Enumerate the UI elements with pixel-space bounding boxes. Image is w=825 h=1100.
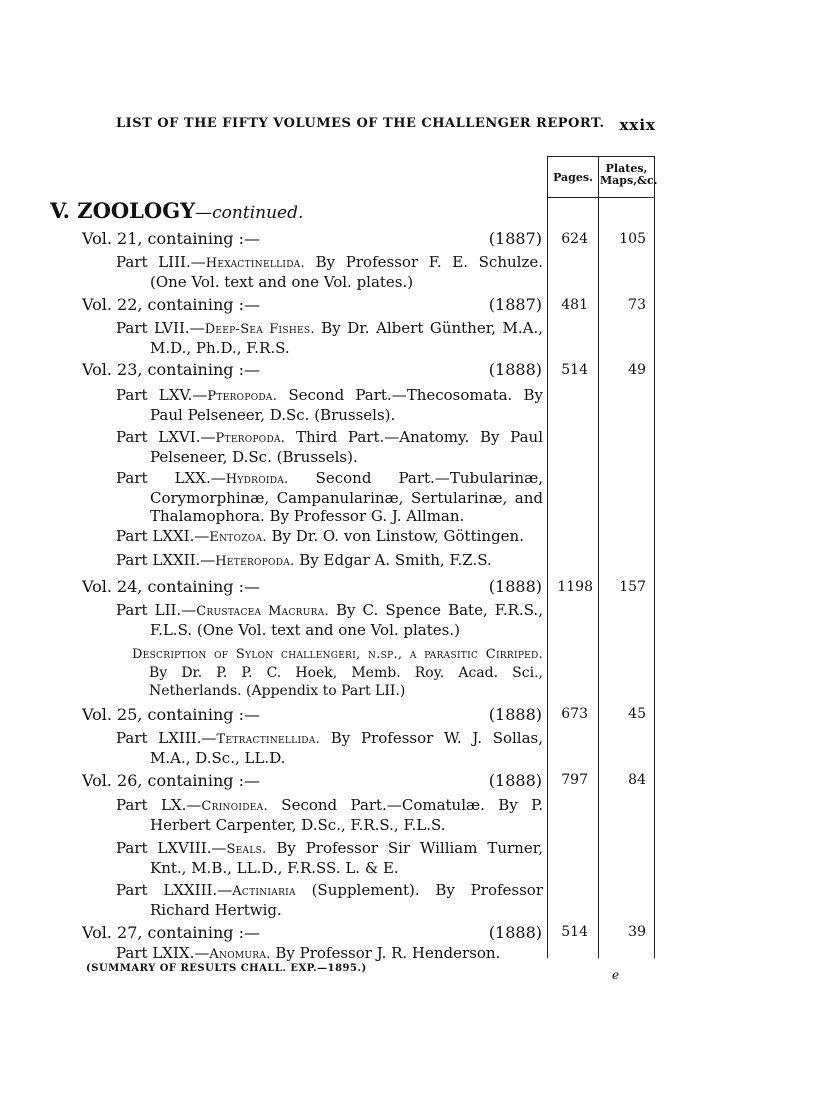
volume-25-plates: 45 — [628, 706, 646, 722]
volume-23-pages: 514 — [561, 362, 588, 378]
part-lii: Part LII.—Crustacea Macrura. By C. Spence Bate, F.R.S., F.L.S. (One Vol. text and one Vol. plates.) — [116, 601, 543, 639]
plates-header-line2: Maps,&c. — [600, 174, 658, 187]
volume-25 — [82, 705, 542, 724]
running-title: LIST OF THE FIFTY VOLUMES OF THE CHALLENGER REPORT. — [116, 116, 605, 131]
volume-24-pages: 1198 — [557, 579, 593, 595]
volume-year: (1887) — [488, 229, 542, 248]
volume-label: Vol. 26, containing :— — [82, 771, 260, 790]
part-lxvi: Part LXVI.—Pteropoda. Third Part.—Anatomy. By Paul Pelseneer, D.Sc. (Brussels). — [116, 428, 544, 466]
volume-22-plates: 73 — [628, 297, 646, 313]
part-lxix: Part LXIX.—Anomura. By Professor J. R. Henderson. — [116, 944, 501, 962]
section-title: ZOOLOGY — [77, 198, 196, 223]
section-numeral: V. — [50, 198, 70, 223]
volume-year: (1888) — [488, 705, 542, 724]
volume-year: (1888) — [488, 360, 542, 379]
part-lxiii: Part LXIII.—Tetractinellida. By Professor W. J. Sollas, M.A., D.Sc., LL.D. — [116, 729, 544, 767]
volume-26-pages: 797 — [561, 772, 588, 788]
volume-22-pages: 481 — [561, 297, 588, 313]
plates-column-header — [600, 162, 658, 187]
volume-26-plates: 84 — [628, 772, 646, 788]
part-lxv: Part LXV.—Pteropoda. Second Part.—Thecosomata. By Paul Pelseneer, D.Sc. (Brussels). — [116, 386, 543, 424]
volume-year: (1888) — [488, 771, 542, 790]
plates-column-right-rule — [654, 156, 655, 958]
volume-label: Vol. 22, containing :— — [82, 295, 260, 314]
plates-header-line1: Plates, — [605, 162, 648, 175]
column-top-rule — [547, 156, 654, 157]
volume-26 — [82, 771, 542, 790]
pages-column-right-rule — [598, 156, 599, 958]
footer-summary: (SUMMARY OF RESULTS CHALL. EXP.—1895.) — [86, 963, 367, 974]
part-lxviii: Part LXVIII.—Seals. By Professor Sir William Turner, Knt., M.B., LL.D., F.R.SS. L. & E. — [116, 839, 543, 877]
part-lxx: Part LXX.—Hydroida. Second Part.—Tubularinæ, Corymorphinæ, Campanularinæ, Sertularinæ, and Thalamophora. By Professor G. J. Allman. — [116, 469, 543, 525]
volume-label: Vol. 21, containing :— — [82, 229, 260, 248]
volume-year: (1888) — [488, 577, 542, 596]
section-heading — [50, 198, 303, 223]
page-number: xxix — [619, 116, 656, 134]
signature-mark: e — [612, 968, 620, 982]
volume-21-plates: 105 — [619, 231, 646, 247]
column-head-rule — [547, 197, 654, 198]
part-lx: Part LX.—Crinoidea. Second Part.—Comatulæ. By P. Herbert Carpenter, D.Sc., F.R.S., F.L.S. — [116, 796, 543, 834]
part-lvii: Part LVII.—Deep-Sea Fishes. By Dr. Albert Günther, M.A., M.D., Ph.D., F.R.S. — [116, 319, 543, 357]
volume-label: Vol. 27, containing :— — [82, 923, 260, 942]
volume-27-plates: 39 — [628, 924, 646, 940]
volume-label: Vol. 25, containing :— — [82, 705, 260, 724]
volume-21 — [82, 229, 542, 248]
part-lxxii: Part LXXII.—Heteropoda. By Edgar A. Smith, F.Z.S. — [116, 551, 492, 569]
part-liii: Part LIII.—Hexactinellida. By Professor F. E. Schulze. (One Vol. text and one Vol. plates.) — [116, 253, 543, 291]
part-lii-appendix: Description of Sylon challengeri, n.sp., a parasitic Cirriped. By Dr. P. P. C. Hoek, Memb. Roy. Acad. Sci., Netherlands. (Appendix to Part LII.) — [132, 647, 543, 699]
volume-23 — [82, 360, 542, 379]
volume-24 — [82, 577, 542, 596]
pages-column-header: Pages. — [553, 171, 593, 184]
volume-25-pages: 673 — [561, 706, 588, 722]
part-lxxiii: Part LXXIII.—Actiniaria (Supplement). By Professor Richard Hertwig. — [116, 881, 543, 919]
volume-27 — [82, 923, 542, 942]
volume-label: Vol. 24, containing :— — [82, 577, 260, 596]
part-lxxi: Part LXXI.—Entozoa. By Dr. O. von Linstow, Göttingen. — [116, 527, 524, 545]
volume-27-pages: 514 — [561, 924, 588, 940]
pages-column-left-rule — [547, 156, 548, 958]
volume-24-plates: 157 — [619, 579, 646, 595]
volume-23-plates: 49 — [628, 362, 646, 378]
volume-22 — [82, 295, 542, 314]
volume-year: (1888) — [488, 923, 542, 942]
volume-label: Vol. 23, containing :— — [82, 360, 260, 379]
section-continued: —continued. — [195, 203, 304, 223]
volume-year: (1887) — [488, 295, 542, 314]
running-header — [116, 116, 656, 134]
volume-21-pages: 624 — [561, 231, 588, 247]
